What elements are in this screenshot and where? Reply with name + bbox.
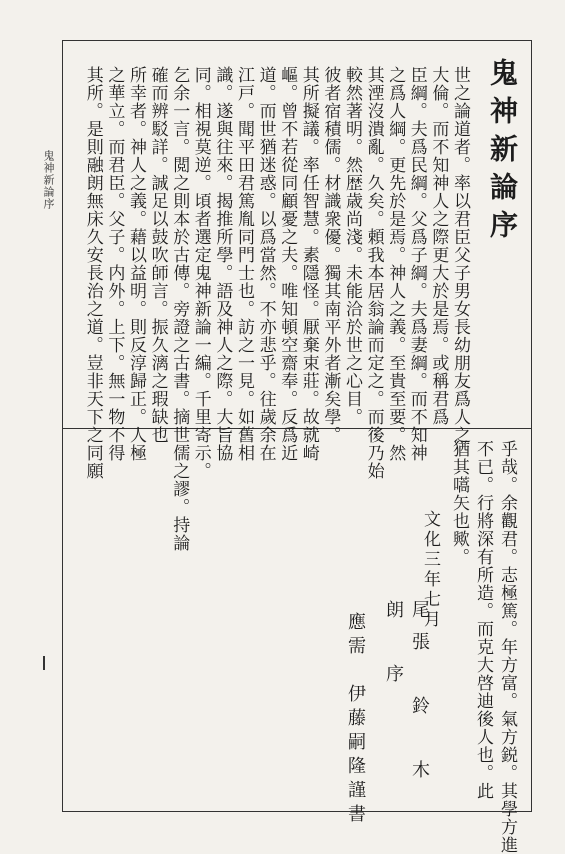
- text-column: 臣綱。夫爲民綱。父爲子綱。夫爲妻綱。而不知神: [406, 66, 427, 462]
- text-column: 乎哉。余觀君。志極篤。年方富。氣方鋭。其學方進: [497, 440, 517, 854]
- text-column: 大倫。而不知神人之際更大於是焉。或稱君爲: [428, 66, 449, 426]
- text-column: 其湮沒潰亂。久矣。頼我本居翁論而定之。而後乃始: [363, 66, 384, 480]
- text-column: 所幸者。神人之義。藉以益明。則反淳歸正。人極: [126, 66, 146, 462]
- page-number: [43, 656, 45, 670]
- text-column: 乞余一言。閲之則本於古傳。旁證之古書。摘世儒之謬。持論: [169, 66, 190, 552]
- text-column: 其所擬議。率任智慧。素隱怪。厭棄束莊。故就崎: [298, 66, 319, 462]
- text-column: 較然著明。然歴歳尚淺。未能洽於世之心目。: [342, 66, 362, 426]
- text-column: 彼者宿積儒。材識衆優。獨其南平外者漸矣學。: [320, 66, 341, 444]
- calligrapher-line: 應需 伊藤嗣隆謹書: [345, 612, 366, 828]
- running-header: 鬼神新論序: [42, 150, 55, 210]
- text-column: 道。而世猶迷惑。以爲當然。不亦悲乎。往歲余在: [255, 66, 276, 462]
- text-column: 之華立。而君臣。父子。内外。上下。無一物不得: [104, 66, 125, 462]
- text-column: 江戸。聞平田君篤胤同門士也。訪之一見。如舊相: [234, 66, 254, 462]
- text-column: 同。相視莫逆。頃者選定鬼神新論一編。千里寄示。: [190, 66, 211, 480]
- text-column: 確而辨駁詳。誠足以鼓吹師言。振久漓之瑕缺也: [147, 66, 168, 444]
- text-column: 猶其嚆矢也歟。: [449, 440, 469, 566]
- text-column: 世之論道者。率以君臣父子男女長幼朋友爲人之: [450, 66, 470, 444]
- text-column: 不已。行將深有所造。而克大啓迪後人也。此: [473, 440, 493, 800]
- text-column: 其所。是則融朗無床久安長治之道。豈非天下之同願: [82, 66, 103, 480]
- text-column: 嶇。曾不若從同顧憂之夫。唯知頓空齋奉。反爲近: [277, 66, 298, 462]
- preface-author: 尾張 鈴 木 朗 序: [383, 600, 430, 824]
- text-column: 識。遂與往來。揭推所學。語及神人之際。大旨協: [212, 66, 233, 462]
- text-column: 之爲人綱。更先於是焉。神人之義。至貴至要。然: [385, 66, 406, 462]
- preface-date: 文化三年七月: [420, 510, 440, 630]
- preface-title: 鬼神新論序: [486, 58, 519, 248]
